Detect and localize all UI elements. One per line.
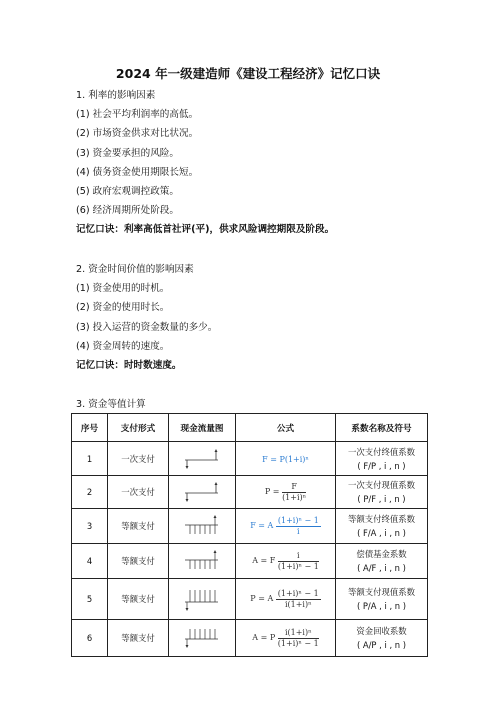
coefficient-symbol: ( A/P , i , n ): [356, 640, 407, 650]
formula-fraction: [278, 551, 319, 572]
table-row: [72, 442, 428, 476]
row-form: 等额支付: [108, 544, 169, 579]
formula-left: A = F: [252, 556, 276, 565]
row-form: 一次支付: [108, 442, 169, 476]
header-diagram: 现金流量图: [169, 414, 236, 442]
mnemonic: 记忆口诀：利率高低首社评(平)，供求风险调控期限及阶段。: [76, 224, 335, 236]
cash-flow-single-fv-icon: [182, 448, 222, 470]
coefficient-name: 等额支付终值系数: [348, 514, 415, 524]
formula-left: F = A: [250, 521, 274, 530]
header-formula: 公式: [236, 414, 336, 442]
formula-denominator: (1+i)ⁿ − 1: [277, 561, 319, 571]
formula-numerator: i: [278, 551, 319, 562]
cash-flow-diagram: [169, 442, 236, 476]
section-interest-factors: [76, 86, 436, 240]
cash-flow-capital-recovery-icon: [182, 625, 222, 651]
section-equivalence: [76, 395, 436, 414]
row-no: 1: [72, 442, 108, 476]
header-coefficient: 系数名称及符号: [336, 414, 428, 442]
coefficient-name: 等额支付现值系数: [348, 587, 415, 597]
coefficient-symbol: ( A/F , i , n ): [357, 563, 406, 573]
mnemonic: 记忆口诀：时时数速度。: [76, 359, 182, 371]
section-heading: 3. 资金等值计算: [76, 399, 146, 410]
section-heading: 1. 利率的影响因素: [76, 90, 156, 101]
coefficient-symbol: ( F/A , i , n ): [357, 528, 406, 538]
formula-numerator: F: [282, 482, 306, 493]
list-item: (3) 投入运营的资金数量的多少。: [76, 321, 218, 333]
formula-fraction: [276, 516, 321, 537]
coefficient-symbol: ( F/P , i , n ): [357, 460, 406, 471]
row-formula: [236, 509, 336, 544]
table-row: [72, 544, 428, 579]
formula-left: P =: [264, 487, 280, 496]
table-row: [72, 476, 428, 509]
row-form: 一次支付: [108, 476, 169, 509]
list-item: (2) 资金的使用时长。: [76, 302, 170, 314]
row-no: 4: [72, 544, 108, 579]
formula-fraction: [276, 589, 321, 610]
formula-denominator: (1+i)ⁿ − 1: [277, 638, 319, 648]
formula-denominator: i: [297, 526, 300, 536]
coefficient-name: 资金回收系数: [356, 626, 407, 636]
coefficient-symbol: ( P/A , i , n ): [356, 601, 407, 611]
header-no: 序号: [72, 414, 108, 442]
formula-fraction: [278, 628, 319, 649]
formula-numerator: (1+i)ⁿ − 1: [277, 515, 319, 525]
row-formula: [236, 442, 336, 476]
cash-flow-diagram: [169, 509, 236, 544]
coefficient-name: 一次支付现值系数: [348, 480, 415, 490]
table-row: [72, 509, 428, 544]
formula-annuity-pv: [250, 588, 320, 609]
page-title: 2024 年一级建造师《建设工程经济》记忆口诀: [115, 66, 381, 81]
list-item: (6) 经济周期所处阶段。: [76, 205, 179, 217]
formula-denominator: i(1+i)ⁿ: [284, 599, 312, 609]
formula-fraction: [282, 482, 306, 503]
row-formula: [236, 620, 336, 657]
row-form: 等额支付: [108, 620, 169, 657]
coefficient-name: 一次支付终值系数: [348, 446, 415, 457]
row-no: 5: [72, 579, 108, 620]
list-item: (4) 债务资金使用期限长短。: [76, 166, 199, 178]
formula-pv: [264, 481, 307, 502]
row-formula: [236, 544, 336, 579]
coefficient-symbol: ( P/F , i , n ): [357, 494, 406, 504]
list-item: (2) 市场资金供求对比状况。: [76, 128, 199, 140]
cash-flow-diagram: [169, 579, 236, 620]
formula-capital-recovery: [252, 627, 319, 648]
formula-left: P = A: [250, 594, 274, 603]
list-item: (4) 资金周转的速度。: [76, 340, 170, 352]
list-item: (1) 社会平均利润率的高低。: [76, 109, 199, 121]
header-form: 支付形式: [108, 414, 169, 442]
list-item: (3) 资金要承担的风险。: [76, 147, 179, 159]
row-coefficient: [336, 509, 428, 544]
formula-annuity-fv: [250, 515, 321, 536]
row-coefficient: [336, 579, 428, 620]
cash-flow-annuity-fv-icon: [182, 514, 222, 538]
table-row: [72, 579, 428, 620]
table-row: [72, 620, 428, 657]
row-coefficient: [336, 442, 428, 476]
formula-sinking-fund: [252, 550, 319, 571]
row-no: 6: [72, 620, 108, 657]
row-form: 等额支付: [108, 579, 169, 620]
cash-flow-diagram: [169, 544, 236, 579]
formula-numerator: i(1+i)ⁿ: [278, 628, 319, 639]
cash-flow-diagram: [169, 476, 236, 509]
formula-denominator: (1+i)ⁿ: [282, 492, 307, 502]
row-coefficient: [336, 476, 428, 509]
table-header-row: [72, 414, 428, 442]
row-formula: [236, 476, 336, 509]
cash-flow-diagram: [169, 620, 236, 657]
row-formula: [236, 579, 336, 620]
equivalence-table: [71, 413, 428, 657]
row-coefficient: [336, 620, 428, 657]
formula-left: A = P: [252, 633, 276, 642]
section-time-value-factors: [76, 260, 436, 375]
list-item: (5) 政府宏观调控政策。: [76, 185, 179, 197]
row-no: 2: [72, 476, 108, 509]
formula-fv: F = P(1+i)ⁿ: [262, 454, 309, 464]
section-heading: 2. 资金时间价值的影响因素: [76, 264, 194, 275]
list-item: (1) 资金使用的时机。: [76, 283, 170, 295]
row-no: 3: [72, 509, 108, 544]
cash-flow-single-pv-icon: [182, 481, 222, 503]
row-form: 等额支付: [108, 509, 169, 544]
cash-flow-annuity-pv-icon: [182, 585, 222, 613]
cash-flow-sinking-fund-icon: [182, 549, 222, 573]
coefficient-name: 偿债基金系数: [356, 549, 407, 559]
formula-numerator: (1+i)ⁿ − 1: [277, 588, 319, 598]
row-coefficient: [336, 544, 428, 579]
